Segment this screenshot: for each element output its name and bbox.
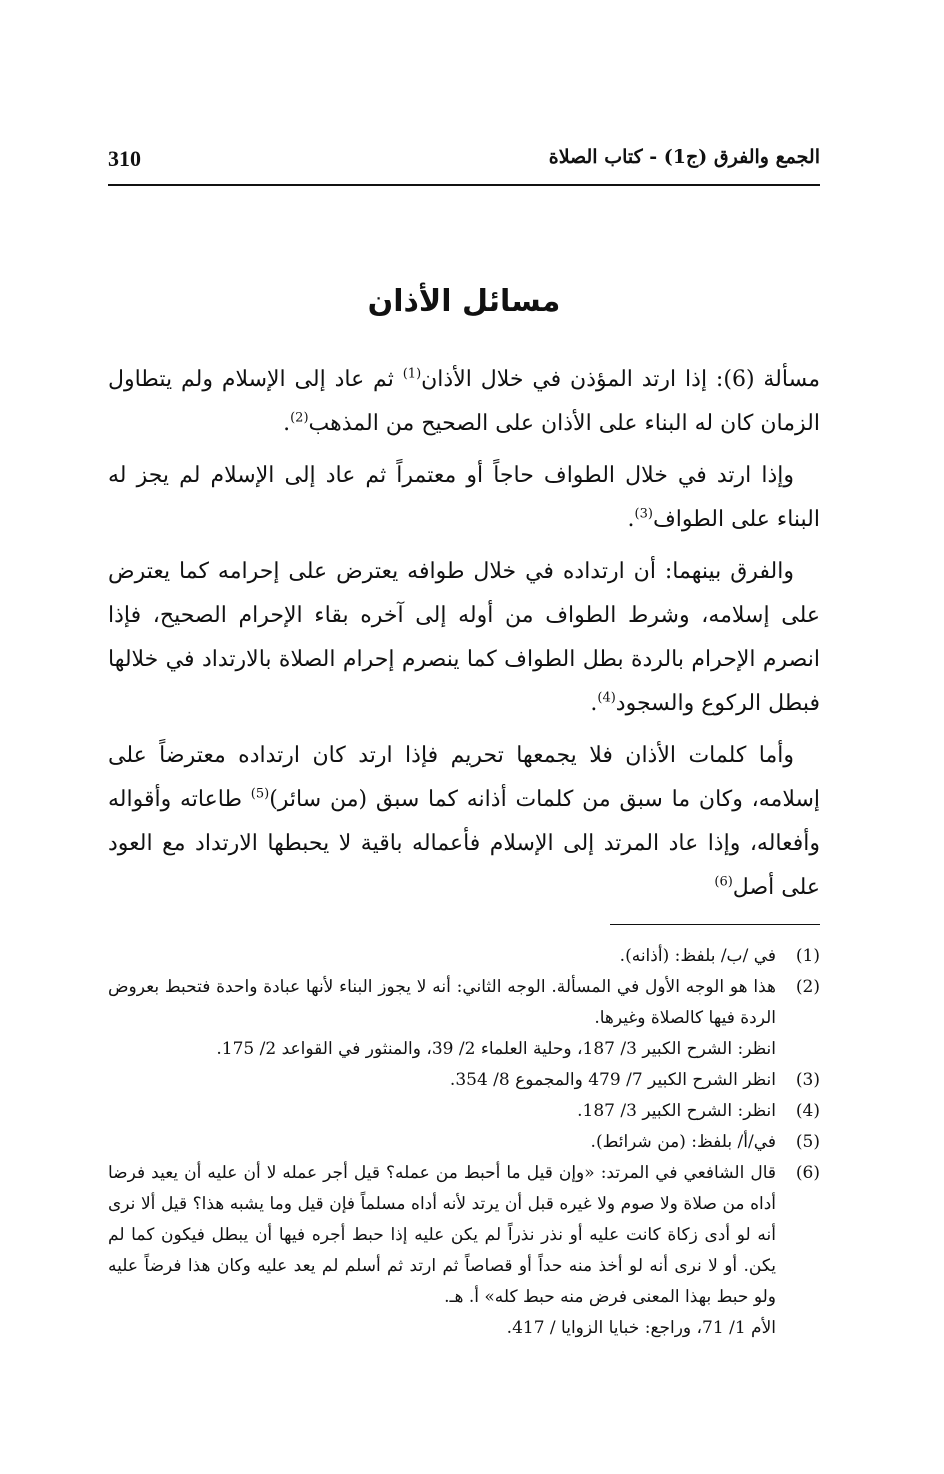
text-run: . xyxy=(283,411,291,436)
text-run: ثم عاد إلى الإسلام ولم يتطاول الزمان كان له البناء على الأذان على الصحيح من المذهب xyxy=(108,367,820,436)
footnote-marker: (2) xyxy=(290,410,309,426)
footnote-text: انظر الشرح الكبير 7/ 479 والمجموع 8/ 354. xyxy=(449,1070,776,1090)
footnote-6 xyxy=(108,1158,820,1313)
page-header xyxy=(108,140,820,184)
footnote-marker: (4) xyxy=(597,690,616,706)
paragraph-masala-6 xyxy=(108,358,820,446)
text-run: وأما كلمات الأذان فلا يجمعها تحريم فإذا ارتد كان ارتداده معترضاً على إسلامه، وكان ما سبق من كلمات أذانه كما سبق (من سائر) xyxy=(108,743,821,812)
running-title: الجمع والفرق (ج1) - كتاب الصلاة xyxy=(548,146,820,168)
paragraph-difference xyxy=(108,550,820,726)
footnote-number: (5) xyxy=(795,1132,820,1152)
text-run: . xyxy=(590,691,598,716)
footnote-marker: (5) xyxy=(250,786,270,802)
footnote-4 xyxy=(108,1096,820,1127)
footnote-text: انظر: الشرح الكبير 3/ 187. xyxy=(577,1101,776,1121)
footnote-marker: (6) xyxy=(714,874,733,890)
footnote-2 xyxy=(108,972,820,1034)
footnote-3 xyxy=(108,1065,820,1096)
book-page xyxy=(108,140,820,1344)
footnote-2-continuation: انظر: الشرح الكبير 3/ 187، وحلية العلماء 2/ 39، والمنثور في القواعد 2/ 175. xyxy=(216,1039,776,1059)
paragraph-tawaf xyxy=(108,454,820,542)
footnote-number: (3) xyxy=(795,1070,820,1090)
text-run: طاعاته وأقواله وأفعاله، وإذا عاد المرتد إلى الإسلام فأعماله باقية لا يحبطها الارتداد مع العود على أصل xyxy=(108,787,820,900)
footnote-text: قال الشافعي في المرتد: «وإن قيل ما أحبط من عمله؟ قيل أجر عمله لا أن عليه أن يعيد فرضا أداه من صلاة ولا صوم ولا غيره قبل أن يرتد لأنه أداه مسلماً فإن قيل وما يشبه هذا؟ قيل ألا نرى أنه لو أدى زكاة كانت عليه أو نذر نذراً لم يكن عليه إذا حبط أجره فيها أن يبطل فيكون كما لم يكن. أو لا نرى أنه لو أخذ منه حداً أو قصاصاً ثم ارتد ثم أسلم لم يعد عليه وكان هذا فرضاً عليه ولو حبط بهذا المعنى فرض منه حبط كله» أ. هـ. xyxy=(108,1163,776,1307)
footnote-number: (2) xyxy=(795,977,820,997)
header-rule xyxy=(108,184,820,186)
footnote-6-continuation: الأم 1/ 71، وراجع: خبايا الزوايا / 417. xyxy=(506,1318,776,1338)
page-number: 310 xyxy=(108,146,141,171)
section-title: مسائل الأذان xyxy=(367,284,561,319)
text-run: . xyxy=(627,507,635,532)
footnote-number: (6) xyxy=(795,1163,820,1183)
footnote-rule xyxy=(610,924,820,925)
footnote-number: (4) xyxy=(795,1101,820,1121)
footnote-text: في /ب/ بلفظ: (أذانه). xyxy=(619,946,776,966)
footnotes xyxy=(108,941,820,1344)
footnote-marker: (3) xyxy=(634,506,653,522)
text-run: مسألة (6): إذا ارتد المؤذن في خلال الأذان xyxy=(421,367,821,392)
footnote-1 xyxy=(108,941,820,972)
footnote-number: (1) xyxy=(795,946,820,966)
footnote-text: في/أ/ بلفظ: (من شرائط). xyxy=(590,1132,776,1152)
footnote-5 xyxy=(108,1127,820,1158)
footnote-text: هذا هو الوجه الأول في المسألة. الوجه الثاني: أنه لا يجوز البناء لأنها عبادة واحدة فتحبط بعروض الردة فيها كالصلاة وغيرها. xyxy=(108,977,776,1028)
body-text xyxy=(108,358,820,910)
paragraph-adhan-words xyxy=(108,734,820,910)
text-run: وإذا ارتد في خلال الطواف حاجاً أو معتمراً ثم عاد إلى الإسلام لم يجز له البناء على الطواف xyxy=(108,463,820,532)
text-run: والفرق بينهما: أن ارتداده في خلال طوافه يعترض على إحرامه كما يعترض على إسلامه، وشرط الطواف من أوله إلى آخره بقاء الإحرام الصحيح، فإذا انصرم الإحرام بالردة بطل الطواف كما ينصرم إحرام الصلاة بالارتداد في خلالها فبطل الركوع والسجود xyxy=(108,559,820,716)
footnote-marker: (1) xyxy=(402,366,422,382)
